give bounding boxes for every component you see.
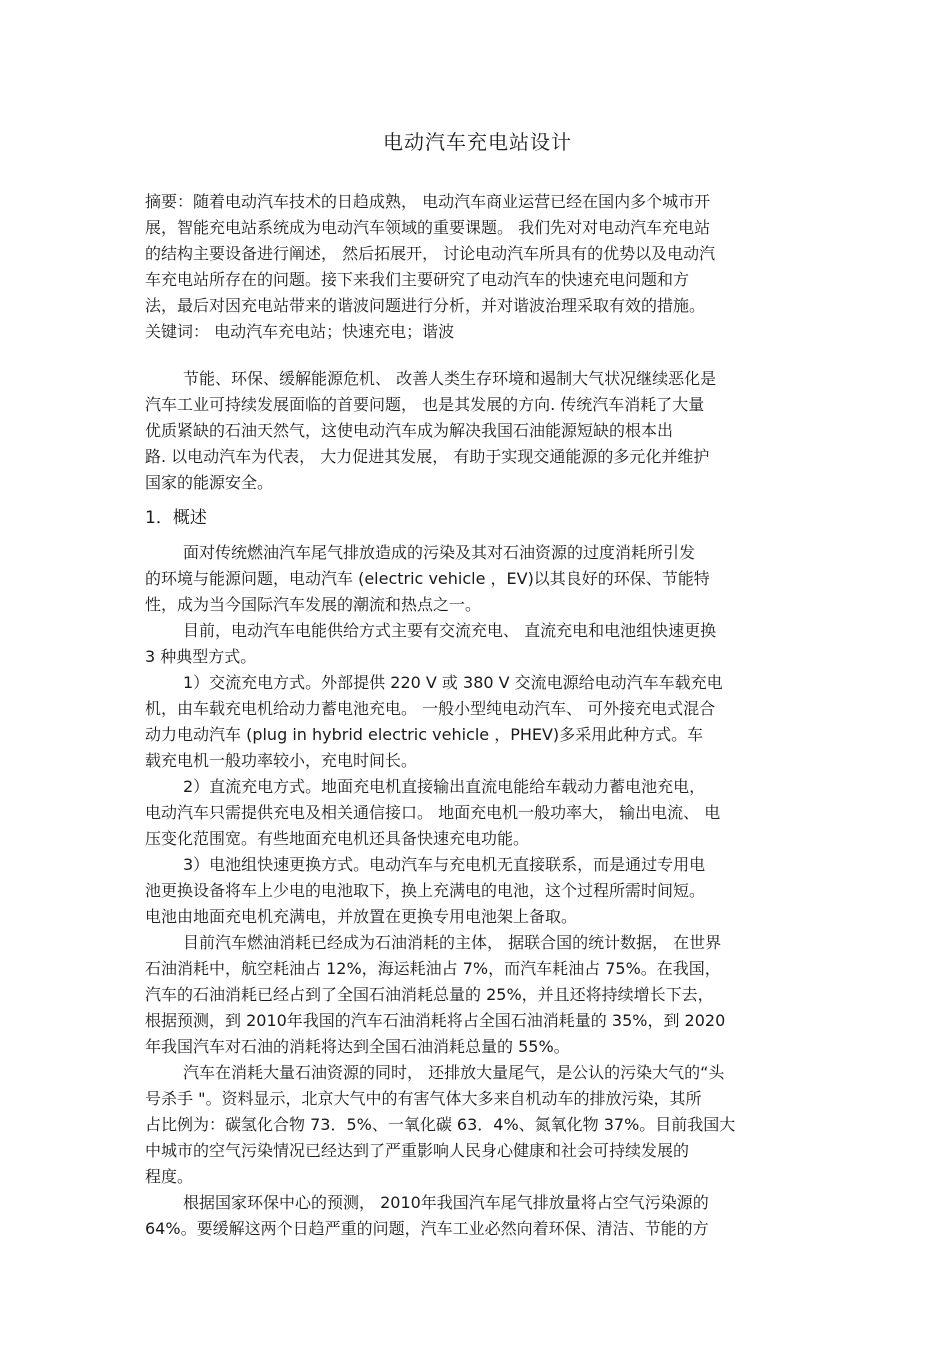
intro-line: 汽车工业可持续发展面临的首要问题， 也是其发展的方向. 传统汽车消耗了大量 bbox=[145, 395, 705, 414]
intro-paragraph bbox=[145, 366, 810, 496]
abstract-line: 的结构主要设备进行阐述， 然后拓展开， 讨论电动汽车所具有的优势以及电动汽 bbox=[145, 244, 716, 263]
section-heading: 1．概述 bbox=[145, 508, 207, 528]
body-line: 载充电机一般功率较小，充电时间长。 bbox=[145, 751, 418, 770]
document-title: 电动汽车充电站设计 bbox=[383, 130, 572, 154]
body-line: 3 种典型方式。 bbox=[145, 647, 257, 666]
body-line: 1）交流充电方式。外部提供 220 V 或 380 V 交流电源给电动汽车车载充电 bbox=[183, 673, 723, 692]
intro-line: 优质紧缺的石油天然气，这使电动汽车成为解决我国石油能源短缺的根本出 bbox=[145, 421, 674, 440]
body-line: 动力电动汽车 (plug in hybrid electric vehicle ，PHEV)多采用此种方式。车 bbox=[145, 725, 704, 744]
body-text bbox=[145, 540, 810, 1242]
intro-line: 节能、环保、缓解能源危机、 改善人类生存环境和遏制大气状况继续恶化是 bbox=[183, 369, 717, 388]
body-line: 性，成为当今国际汽车发展的潮流和热点之一。 bbox=[145, 595, 482, 614]
body-line: 64%。要缓解这两个日趋严重的问题，汽车工业必然向着环保、清洁、节能的方 bbox=[145, 1219, 709, 1238]
body-line: 的环境与能源问题，电动汽车 (electric vehicle ，EV)以其良好的环保、节能特 bbox=[145, 569, 710, 588]
intro-line: 国家的能源安全。 bbox=[145, 473, 274, 492]
abstract-line: 法，最后对因充电站带来的谐波问题进行分析，并对谐波治理采取有效的措施。 bbox=[145, 296, 706, 315]
keywords-line: 关键词： 电动汽车充电站；快速充电；谐波 bbox=[145, 322, 455, 341]
body-line: 2）直流充电方式。地面充电机直接输出直流电能给车载动力蓄电池充电， bbox=[183, 777, 706, 796]
body-line: 机，由车载充电机给动力蓄电池充电。 一般小型纯电动汽车、 可外接充电式混合 bbox=[145, 699, 716, 718]
body-line: 号杀手 "。资料显示，北京大气中的有害气体大多来自机动车的排放污染，其所 bbox=[145, 1089, 702, 1108]
body-line: 年我国汽车对石油的消耗将达到全国石油消耗总量的 55%。 bbox=[145, 1037, 570, 1056]
intro-line: 路. 以电动汽车为代表， 大力促进其发展， 有助于实现交通能源的多元化并维护 bbox=[145, 447, 710, 466]
body-line: 占比例为：碳氢化合物 73．5%、一氧化碳 63．4%、氮氧化物 37%。目前我国大 bbox=[145, 1115, 736, 1134]
body-line: 程度。 bbox=[145, 1167, 194, 1186]
abstract-line: 摘要：随着电动汽车技术的日趋成熟， 电动汽车商业运营已经在国内多个城市开 bbox=[145, 192, 711, 211]
body-line: 根据预测，到 2010年我国的汽车石油消耗将占全国石油消耗量的 35%，到 2020 bbox=[145, 1011, 726, 1030]
abstract-line: 车充电站所存在的问题。接下来我们主要研究了电动汽车的快速充电问题和方 bbox=[145, 270, 690, 289]
body-line: 电动汽车只需提供充电及相关通信接口。 地面充电机一般功率大， 输出电流、 电 bbox=[145, 803, 721, 822]
abstract-line: 展，智能充电站系统成为电动汽车领域的重要课题。 我们先对对电动汽车充电站 bbox=[145, 218, 711, 237]
body-line: 3）电池组快速更换方式。电动汽车与充电机无直接联系，而是通过专用电 bbox=[183, 855, 706, 874]
body-line: 电池由地面充电机充满电，并放置在更换专用电池架上备取。 bbox=[145, 907, 578, 926]
body-line: 汽车的石油消耗已经占到了全国石油消耗总量的 25%，并且还将持续增长下去， bbox=[145, 985, 714, 1004]
body-line: 池更换设备将车上少电的电池取下，换上充满电的电池，这个过程所需时间短。 bbox=[145, 881, 706, 900]
body-line: 目前，电动汽车电能供给方式主要有交流充电、 直流充电和电池组快速更换 bbox=[183, 621, 717, 640]
body-line: 压变化范围宽。有些地面充电机还具备快速充电功能。 bbox=[145, 829, 530, 848]
abstract-section bbox=[145, 189, 810, 345]
body-line: 汽车在消耗大量石油资源的同时， 还排放大量尾气，是公认的污染大气的“头 bbox=[183, 1063, 725, 1082]
body-line: 中城市的空气污染情况已经达到了严重影响人民身心健康和社会可持续发展的 bbox=[145, 1141, 690, 1160]
body-line: 面对传统燃油汽车尾气排放造成的污染及其对石油资源的过度消耗所引发 bbox=[183, 543, 696, 562]
body-line: 根据国家环保中心的预测， 2010年我国汽车尾气排放量将占空气污染源的 bbox=[183, 1193, 709, 1212]
body-line: 石油消耗中，航空耗油占 12%，海运耗油占 7%，而汽车耗油占 75%。在我国， bbox=[145, 959, 721, 978]
body-line: 目前汽车燃油消耗已经成为石油消耗的主体， 据联合国的统计数据， 在世界 bbox=[183, 933, 722, 952]
